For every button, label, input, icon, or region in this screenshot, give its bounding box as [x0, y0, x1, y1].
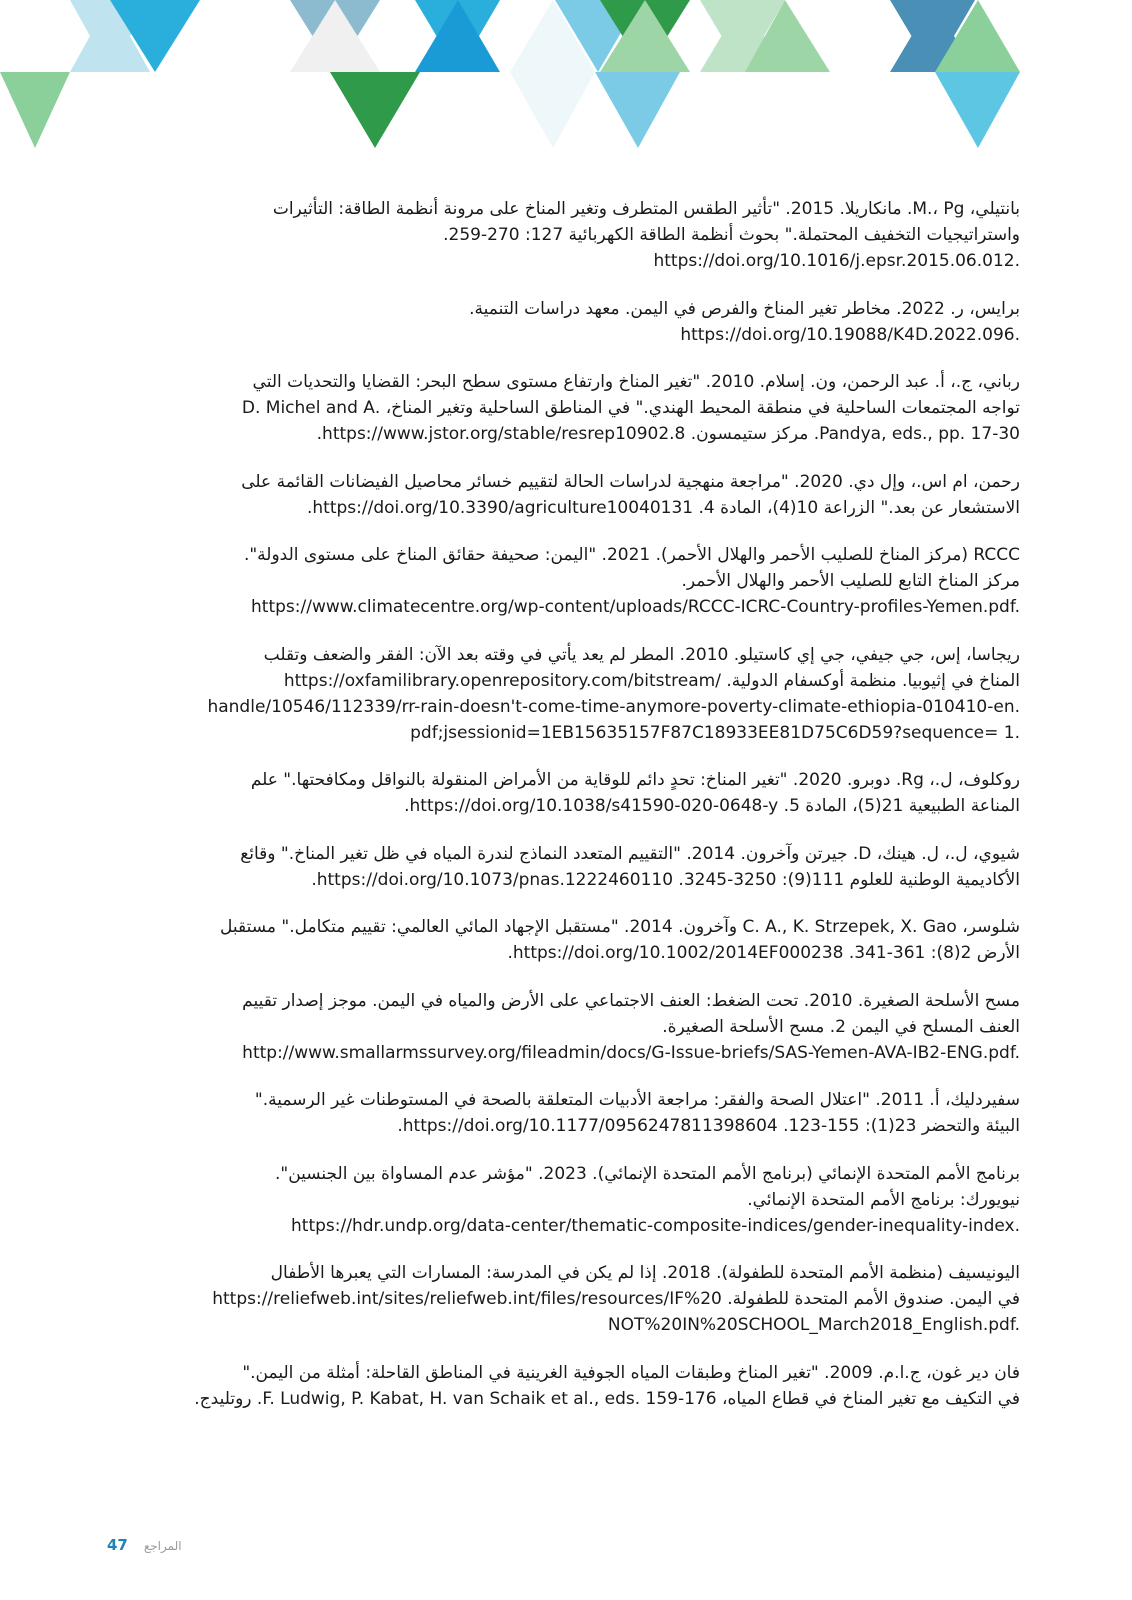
reference-entry: [100, 914, 1020, 966]
reference-text-line: روكلوف، ل.، Rg. دوبرو. 2020. "تغير المناخ: تحدٍ دائم للوقاية من الأمراض المنقولة بالنواقل ومكافحتها." علم: [250, 770, 1020, 790]
banner-triangle: [935, 72, 1020, 148]
page-number: 47: [107, 1536, 128, 1554]
reference-text-line: رحمن، ام اس.، وإل دي. 2020. "مراجعة منهجية لدراسات الحالة لتقييم خسائر محاصيل الفيضانات القائمة على: [241, 471, 1020, 492]
reference-url[interactable]: NOT%20IN%20SCHOOL_March2018_English.pdf.: [607, 1315, 1020, 1335]
reference-url[interactable]: https://hdr.undp.org/data-center/thematic-composite-indices/gender-inequality-index.: [291, 1215, 1020, 1236]
reference-entry: [100, 369, 1020, 447]
reference-entry: [100, 1161, 1020, 1239]
reference-text-line: برنامج الأمم المتحدة الإنمائي (برنامج الأمم المتحدة الإنمائي). 2023. "مؤشر عدم المساواة بين الجنسين".: [274, 1163, 1020, 1184]
section-label: المراجع: [143, 1539, 182, 1553]
reference-url[interactable]: http://www.smallarmssurvey.org/fileadmin/docs/G-Issue-briefs/SAS-Yemen-AVA-IB2-ENG.pdf.: [242, 1042, 1020, 1063]
reference-text-line: الأكاديمية الوطنية للعلوم 111(9): 3250-3245. https://doi.org/10.1073/pnas.1222460110.: [311, 869, 1020, 890]
reference-text-line: المناخ في إثيوبيا. منظمة أوكسفام الدولية. /https://oxfamilibrary.openrepository.com/bitstream: [283, 670, 1020, 691]
reference-text-line: العنف المسلح في اليمن 2. مسح الأسلحة الصغيرة.: [662, 1016, 1020, 1037]
reference-url[interactable]: handle/10546/112339/rr-rain-doesn't-come-time-anymore-poverty-climate-ethiopia-010410-en.: [207, 696, 1020, 717]
reference-entry: [100, 988, 1020, 1066]
reference-text-line: برايس، ر. 2022. مخاطر تغير المناخ والفرص في اليمن. معهد دراسات التنمية.: [469, 298, 1020, 319]
reference-entry: [100, 1260, 1020, 1338]
reference-entry: [100, 542, 1020, 620]
reference-text-line: واستراتيجيات التخفيف المحتملة." بحوث أنظمة الطاقة الكهربائية 127: 270-259.: [443, 225, 1020, 245]
reference-text-line: مسح الأسلحة الصغيرة. 2010. تحت الضغط: العنف الاجتماعي على الأرض والمياه في اليمن. موجز إصدار تقييم: [242, 990, 1020, 1011]
banner-triangle: [510, 72, 595, 148]
reference-text-line: نيويورك: برنامج الأمم المتحدة الإنمائي.: [747, 1189, 1020, 1210]
reference-text-line: الاستشعار عن بعد." الزراعة 10(4)، المادة 4. https://doi.org/10.3390/agriculture10040131.: [307, 497, 1020, 518]
reference-url[interactable]: https://www.climatecentre.org/wp-content/uploads/RCCC-ICRC-Country-profiles-Yemen.pdf.: [251, 597, 1020, 617]
banner-triangle: [330, 72, 420, 148]
reference-text-line: Pandya, eds., pp. 17-30. مركز ستيمسون. https://www.jstor.org/stable/resrep10902.8.: [316, 424, 1020, 444]
reference-text-line: اليونيسيف (منظمة الأمم المتحدة للطفولة). 2018. إذا لم يكن في المدرسة: المسارات التي يعبرها الأطفال: [270, 1263, 1020, 1283]
reference-text-line: الأرض 2(8): 361-341. https://doi.org/10.1002/2014EF000238.: [507, 943, 1020, 963]
reference-text-line: شلوسر، C. A., K. Strzepek, X. Gao وآخرون. 2014. "مستقبل الإجهاد المائي العالمي: تقييم متكامل." مستقبل: [219, 917, 1020, 937]
reference-entry: [100, 841, 1020, 893]
reference-url[interactable]: pdf;jsessionid=1EB15635157F87C18933EE81D75C6D59?sequence= 1.: [410, 722, 1020, 743]
reference-entry: [100, 767, 1020, 819]
banner-triangle: [595, 72, 680, 148]
reference-text-line: شيوي، ل.، ل. هينك، D. جيرتن وآخرون. 2014. "التقييم المتعدد النماذج لندرة المياه في ظل تغير المناخ." وقائع: [240, 843, 1020, 864]
reference-text-line: رباني، ج.، أ. عبد الرحمن، ون. إسلام. 2010. "تغير المناخ وارتفاع مستوى سطح البحر: القضايا والتحديات التي: [252, 372, 1020, 392]
reference-text-line: مركز المناخ التابع للصليب الأحمر والهلال الأحمر.: [681, 571, 1020, 591]
banner-triangle: [0, 72, 70, 148]
reference-text-line: البيئة والتحضر 23(1): 155-123. https://doi.org/10.1177/0956247811398604.: [397, 1116, 1020, 1136]
reference-entry: [100, 469, 1020, 521]
reference-text-line: RCCC (مركز المناخ للصليب الأحمر والهلال الأحمر). 2021. "اليمن: صحيفة حقائق المناخ على مستوى الدولة".: [243, 545, 1020, 565]
reference-text-line: بانتيلي، M.، Pg. مانكاريلا. 2015. "تأثير الطقس المتطرف وتغير المناخ على مرونة أنظمة الطاقة: التأثيرات: [272, 199, 1020, 219]
reference-text-line: المناعة الطبيعية 21(5)، المادة 5. https://doi.org/10.1038/s41590-020-0648-y.: [404, 796, 1020, 816]
reference-entry: [100, 1360, 1020, 1412]
reference-text-line: في التكيف مع تغير المناخ في قطاع المياه، F. Ludwig, P. Kabat, H. van Schaik et al., eds. 159-176. روتليدج.: [194, 1388, 1020, 1409]
references-list: [100, 196, 1020, 1433]
reference-text-line: سفيردليك، أ. 2011. "اعتلال الصحة والفقر: مراجعة الأدبيات المتعلقة بالصحة في المستوطنات غير الرسمية.": [254, 1090, 1020, 1110]
page-footer: [107, 1536, 182, 1554]
reference-entry: [100, 196, 1020, 274]
reference-text-line: تواجه المجتمعات الساحلية في منطقة المحيط الهندي." في المناطق الساحلية وتغير المناخ، .D. Michel and A: [241, 398, 1020, 418]
reference-text-line: فان دير غون، ج.ا.م. 2009. "تغير المناخ وطبقات المياه الجوفية الغرينية في المناطق القاحلة: أمثلة من اليمن.": [242, 1362, 1020, 1383]
decorative-triangle-banner: [0, 0, 1132, 160]
reference-url[interactable]: https://doi.org/10.19088/K4D.2022.096.: [680, 324, 1020, 345]
reference-url[interactable]: https://doi.org/10.1016/j.epsr.2015.06.012.: [653, 251, 1020, 271]
reference-entry: [100, 1087, 1020, 1139]
reference-text-line: ريجاسا، إس، جي جيفي، جي إي كاستيلو. 2010. المطر لم يعد يأتي في وقته بعد الآن: الفقر والضعف وتقلب: [263, 644, 1020, 665]
reference-entry: [100, 296, 1020, 348]
reference-text-line: في اليمن. صندوق الأمم المتحدة للطفولة. https://reliefweb.int/sites/reliefweb.int/files/resources/IF%20: [212, 1289, 1020, 1309]
reference-entry: [100, 642, 1020, 746]
